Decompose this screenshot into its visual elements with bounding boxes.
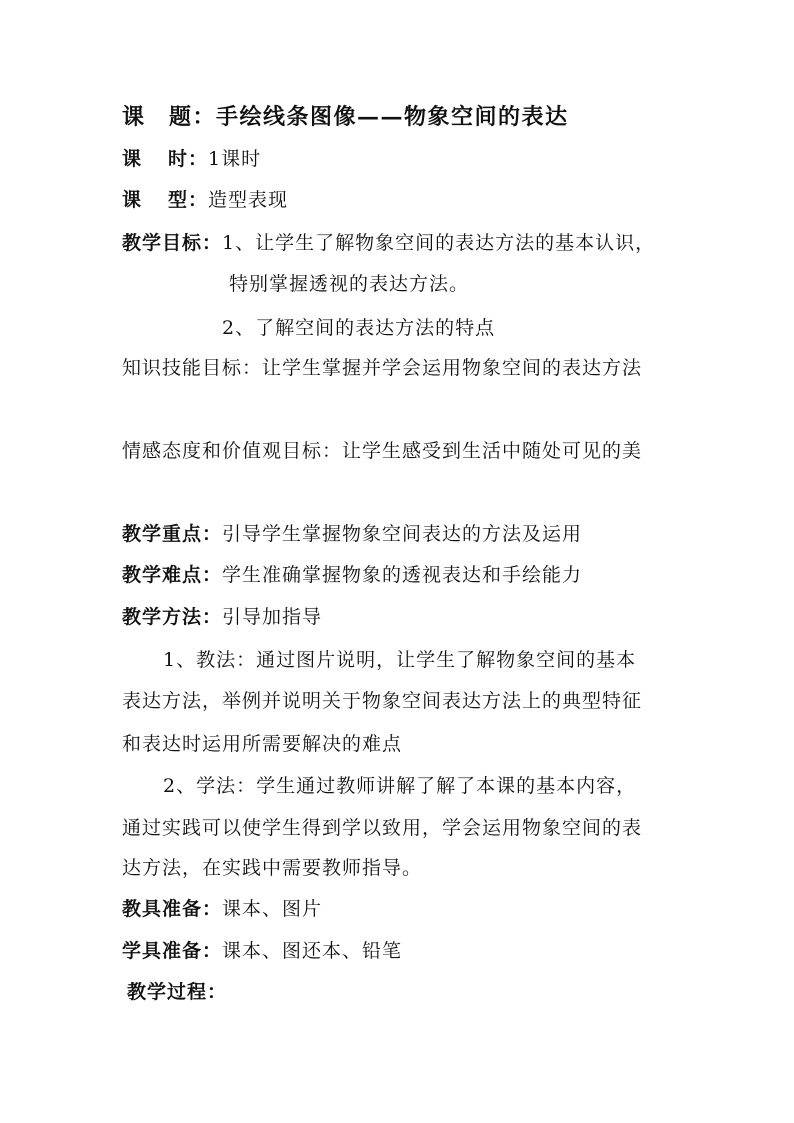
title-text: 手绘线条图像——物象空间的表达 [216,104,569,130]
objectives-item1-line2: 特别掌握透视的表达方法。 [229,273,470,295]
teaching-method-line2: 表达方法，举例并说明关于物象空间表达方法上的典型特征 [122,690,643,712]
methods-label: 教学方法： [122,606,223,628]
teacher-tools-label: 教具准备： [122,898,223,920]
teacher-tools-line [122,896,322,922]
lesson-type-line [122,187,288,213]
key-points-label: 教学重点： [122,523,223,545]
teaching-method-line1: 1、教法：通过图片说明，让学生了解物象空间的基本 [163,649,637,671]
emotion-goal: 情感态度和价值观目标：让学生感受到生活中随处可见的美 [122,440,643,462]
lesson-type-text: 造型表现 [208,189,289,211]
student-tools-line [122,938,402,964]
knowledge-goal: 知识技能目标：让学生掌握并学会运用物象空间的表达方法 [122,357,643,379]
lesson-type-label-b: 型： [168,189,209,211]
period-label-a: 课 [122,148,143,170]
student-tools-label: 学具准备： [122,940,223,962]
lesson-type-label-a: 课 [122,189,143,211]
methods-line [122,604,322,630]
title-line [122,104,569,130]
key-points-line [122,521,582,547]
teacher-tools-text: 课本、图片 [222,898,323,920]
process-label: 教学过程： [127,981,228,1003]
objectives-label: 教学目标： [122,232,223,254]
objectives-item1-line1: 1、让学生了解物象空间的表达方法的基本认识， [222,232,656,254]
difficulties-label: 教学难点： [122,564,223,586]
learning-method-line2: 通过实践可以使学生得到学以致用，学会运用物象空间的表 [122,817,643,839]
student-tools-text: 课本、图还本、铅笔 [222,940,403,962]
period-line [122,146,261,172]
difficulties-line [122,562,582,588]
key-points-text: 引导学生掌握物象空间表达的方法及运用 [222,523,583,545]
learning-method-line1: 2、学法：学生通过教师讲解了解了本课的基本内容， [163,775,637,797]
methods-text: 引导加指导 [222,606,323,628]
period-label-b: 时： [168,148,209,170]
teaching-method-line3: 和表达时运用所需要解决的难点 [122,733,403,755]
difficulties-text: 学生准确掌握物象的透视表达和手绘能力 [222,564,583,586]
learning-method-line3: 达方法，在实践中需要教师指导。 [122,857,423,879]
title-label: 课 题： [122,104,217,130]
objectives-item2: 2、了解空间的表达方法的特点 [222,317,496,339]
period-text: 1课时 [208,148,262,170]
objectives-line [122,230,655,256]
